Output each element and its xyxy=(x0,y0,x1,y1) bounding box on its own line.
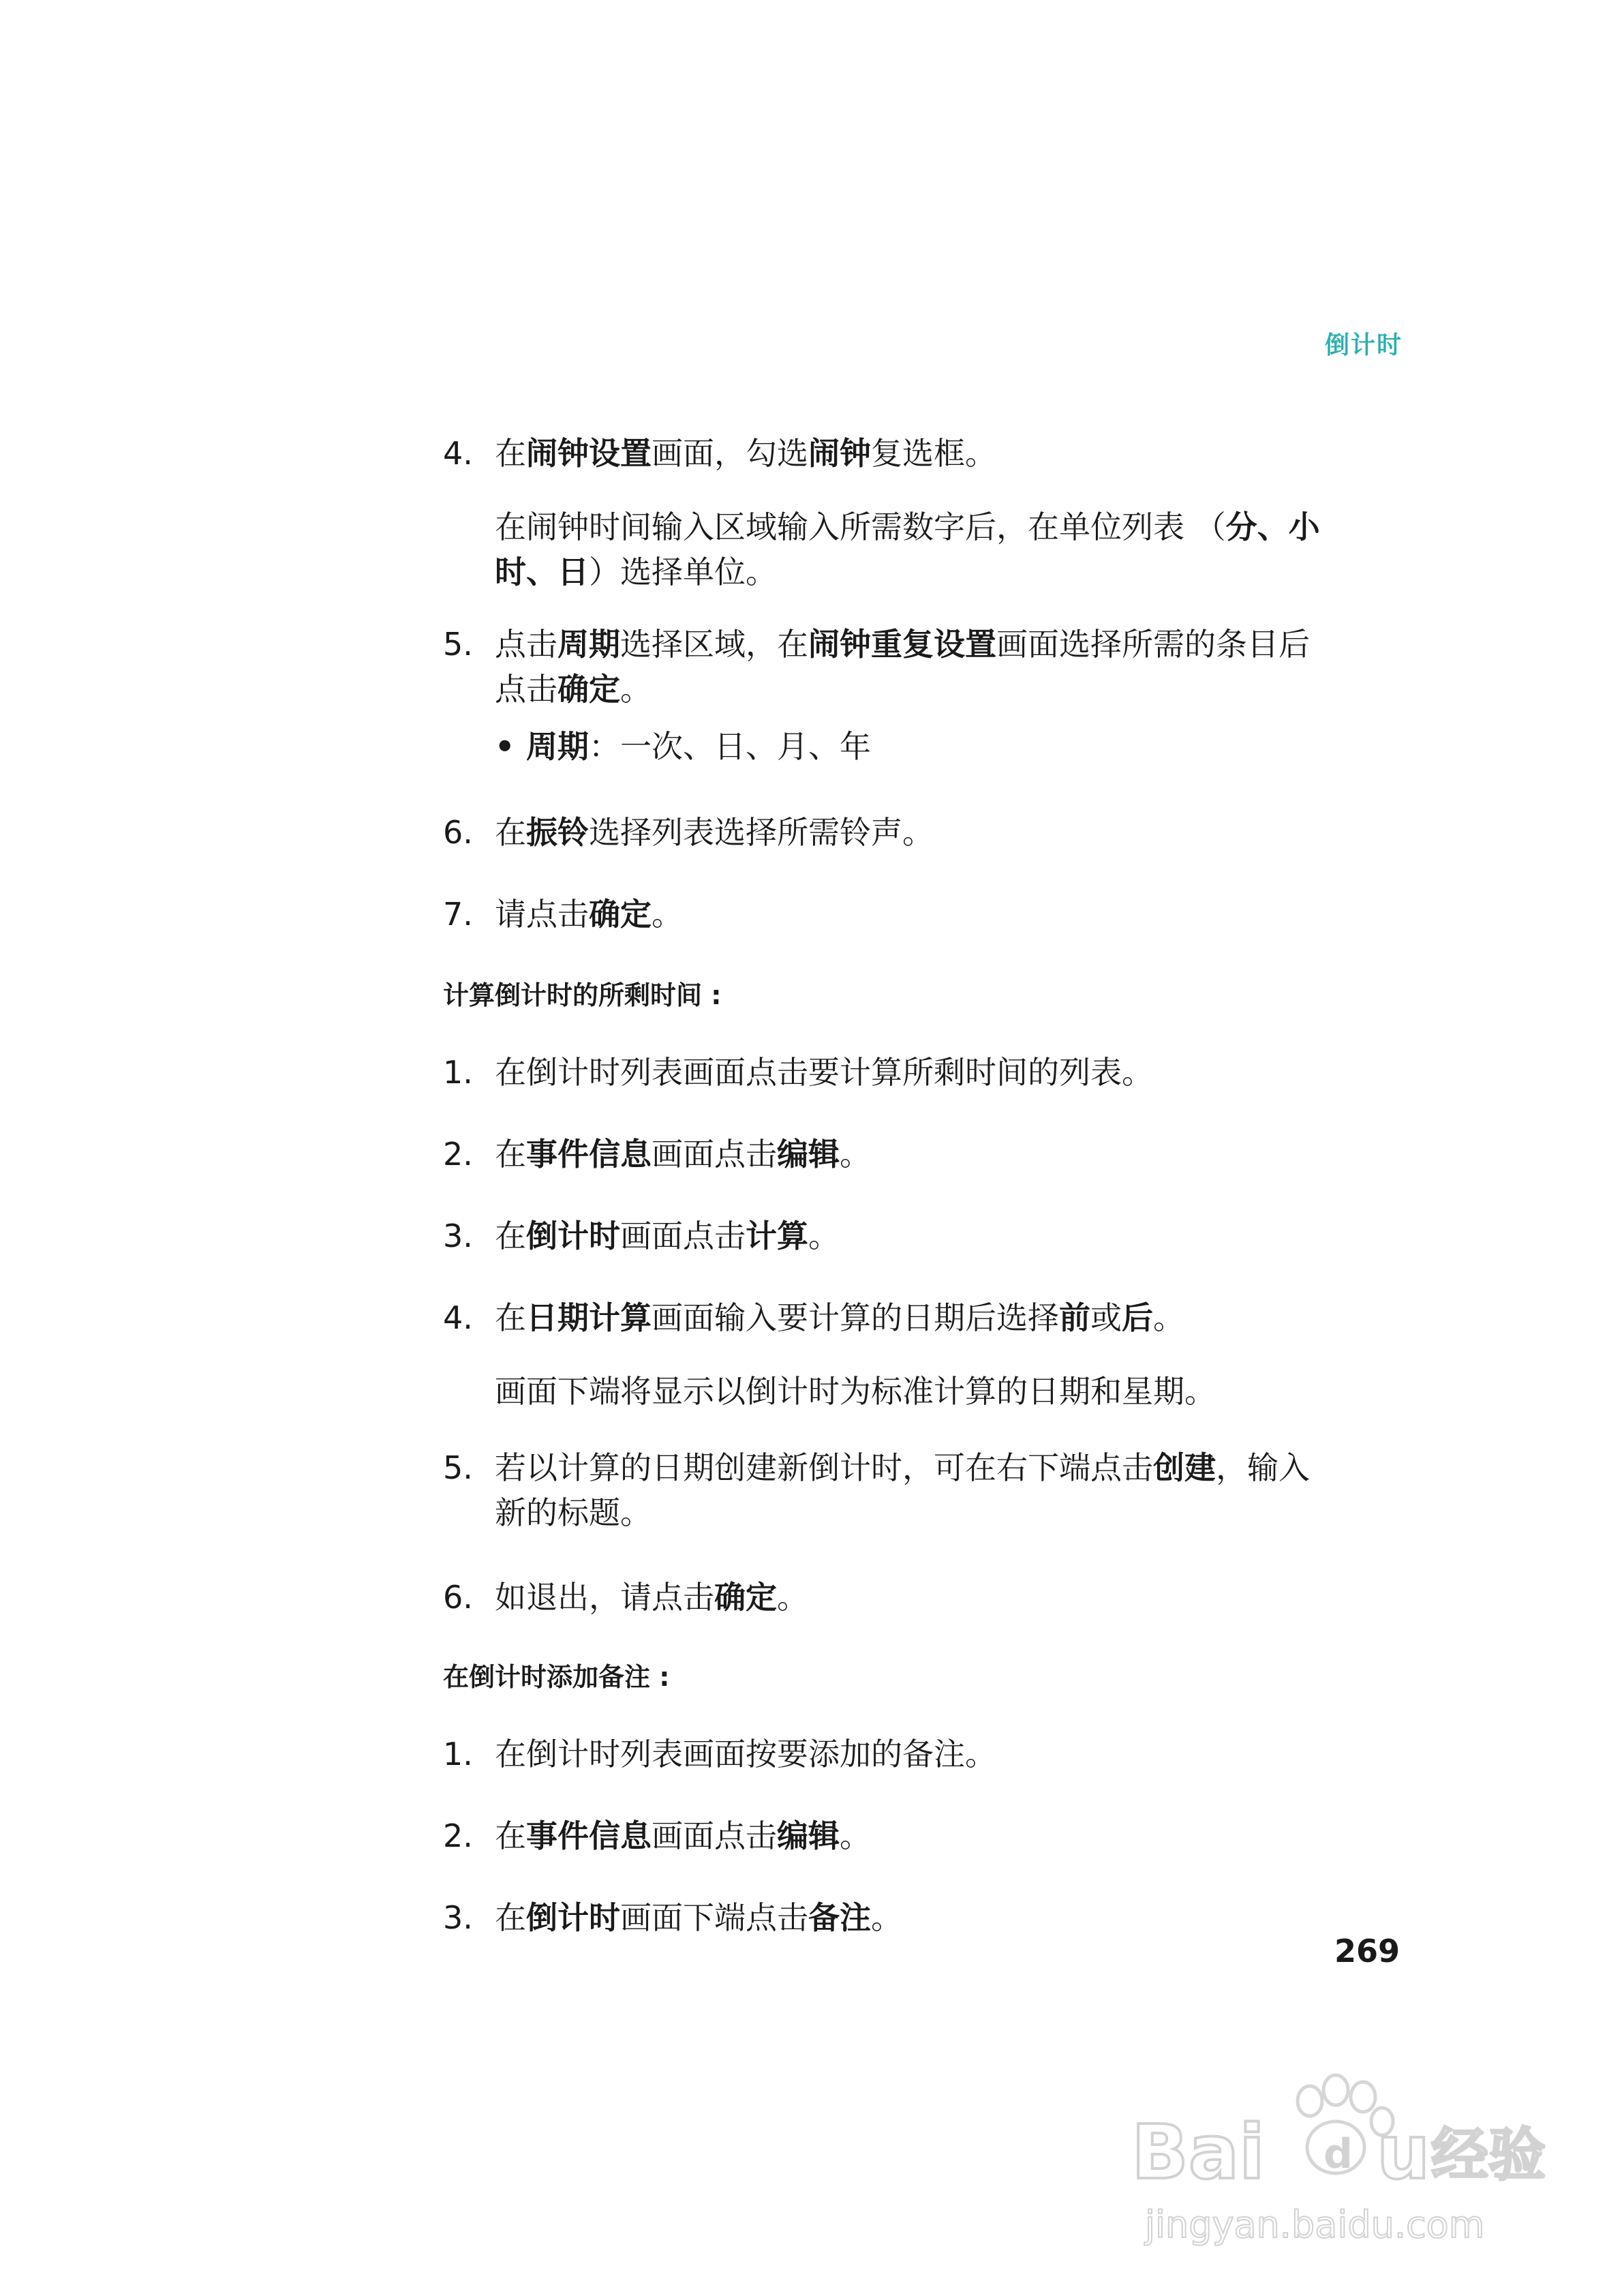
step-text: 在倒计时列表画面点击要计算所剩时间的列表。 xyxy=(495,1054,1153,1091)
svg-text:d: d xyxy=(1323,2130,1353,2178)
svg-text:Bai: Bai xyxy=(1131,2109,1265,2196)
step-number: 2. xyxy=(443,1817,473,1854)
step-text: 请点击确定。 xyxy=(495,896,683,933)
step-number: 6. xyxy=(443,814,473,851)
step-number: 3. xyxy=(443,1899,473,1936)
step-number: 2. xyxy=(443,1136,473,1173)
step-number: 5. xyxy=(443,1449,473,1486)
step-text: 在事件信息画面点击编辑。 xyxy=(495,1817,871,1854)
step-text: 若以计算的日期创建新倒计时，可在右下端点击创建，输入 新的标题。 xyxy=(495,1449,1310,1531)
step-number: 4. xyxy=(443,435,473,472)
step-text: 在闹钟设置画面，勾选闹钟复选框。 xyxy=(495,435,996,472)
running-header: 倒计时 xyxy=(1324,331,1403,359)
step-text: 点击周期选择区域，在闹钟重复设置画面选择所需的条目后 点击确定。 xyxy=(495,626,1310,708)
step-number: 5. xyxy=(443,626,473,663)
step-text: 在倒计时列表画面按要添加的备注。 xyxy=(495,1736,996,1772)
svg-text:jingyan.baidu.com: jingyan.baidu.com xyxy=(1145,2203,1485,2246)
step-number: 1. xyxy=(443,1054,473,1091)
step-text: 在振铃选择列表选择所需铃声。 xyxy=(495,814,934,851)
bullet-text: 周期：一次、日、月、年 xyxy=(526,728,871,765)
step-text: 在倒计时画面下端点击备注。 xyxy=(495,1899,902,1936)
step-text: 如退出，请点击确定。 xyxy=(495,1579,808,1616)
step-text: 在日期计算画面输入要计算的日期后选择前或后。 xyxy=(495,1299,1184,1336)
bullet-dot: • xyxy=(495,728,515,765)
step-number: 4. xyxy=(443,1299,473,1336)
step-number: 1. xyxy=(443,1736,473,1772)
step-number: 6. xyxy=(443,1579,473,1616)
page-number: 269 xyxy=(1334,1933,1400,1969)
step-text: 在倒计时画面点击计算。 xyxy=(495,1218,840,1254)
section-title-calculate: 计算倒计时的所剩时间 : xyxy=(443,980,722,1010)
svg-text:经验: 经验 xyxy=(1431,2121,1546,2188)
step-4-note: 在闹钟时间输入区域输入所需数字后，在单位列表 （分、小 时、日）选择单位。 xyxy=(495,509,1320,590)
step-text: 在事件信息画面点击编辑。 xyxy=(495,1136,871,1173)
s2-step-4-note: 画面下端将显示以倒计时为标准计算的日期和星期。 xyxy=(495,1373,1216,1410)
baidu-jingyan-watermark xyxy=(1131,2059,1554,2263)
section-title-add-note: 在倒计时添加备注 : xyxy=(443,1662,670,1692)
step-number: 3. xyxy=(443,1218,473,1254)
svg-text:u: u xyxy=(1377,2109,1430,2196)
step-number: 7. xyxy=(443,896,473,933)
